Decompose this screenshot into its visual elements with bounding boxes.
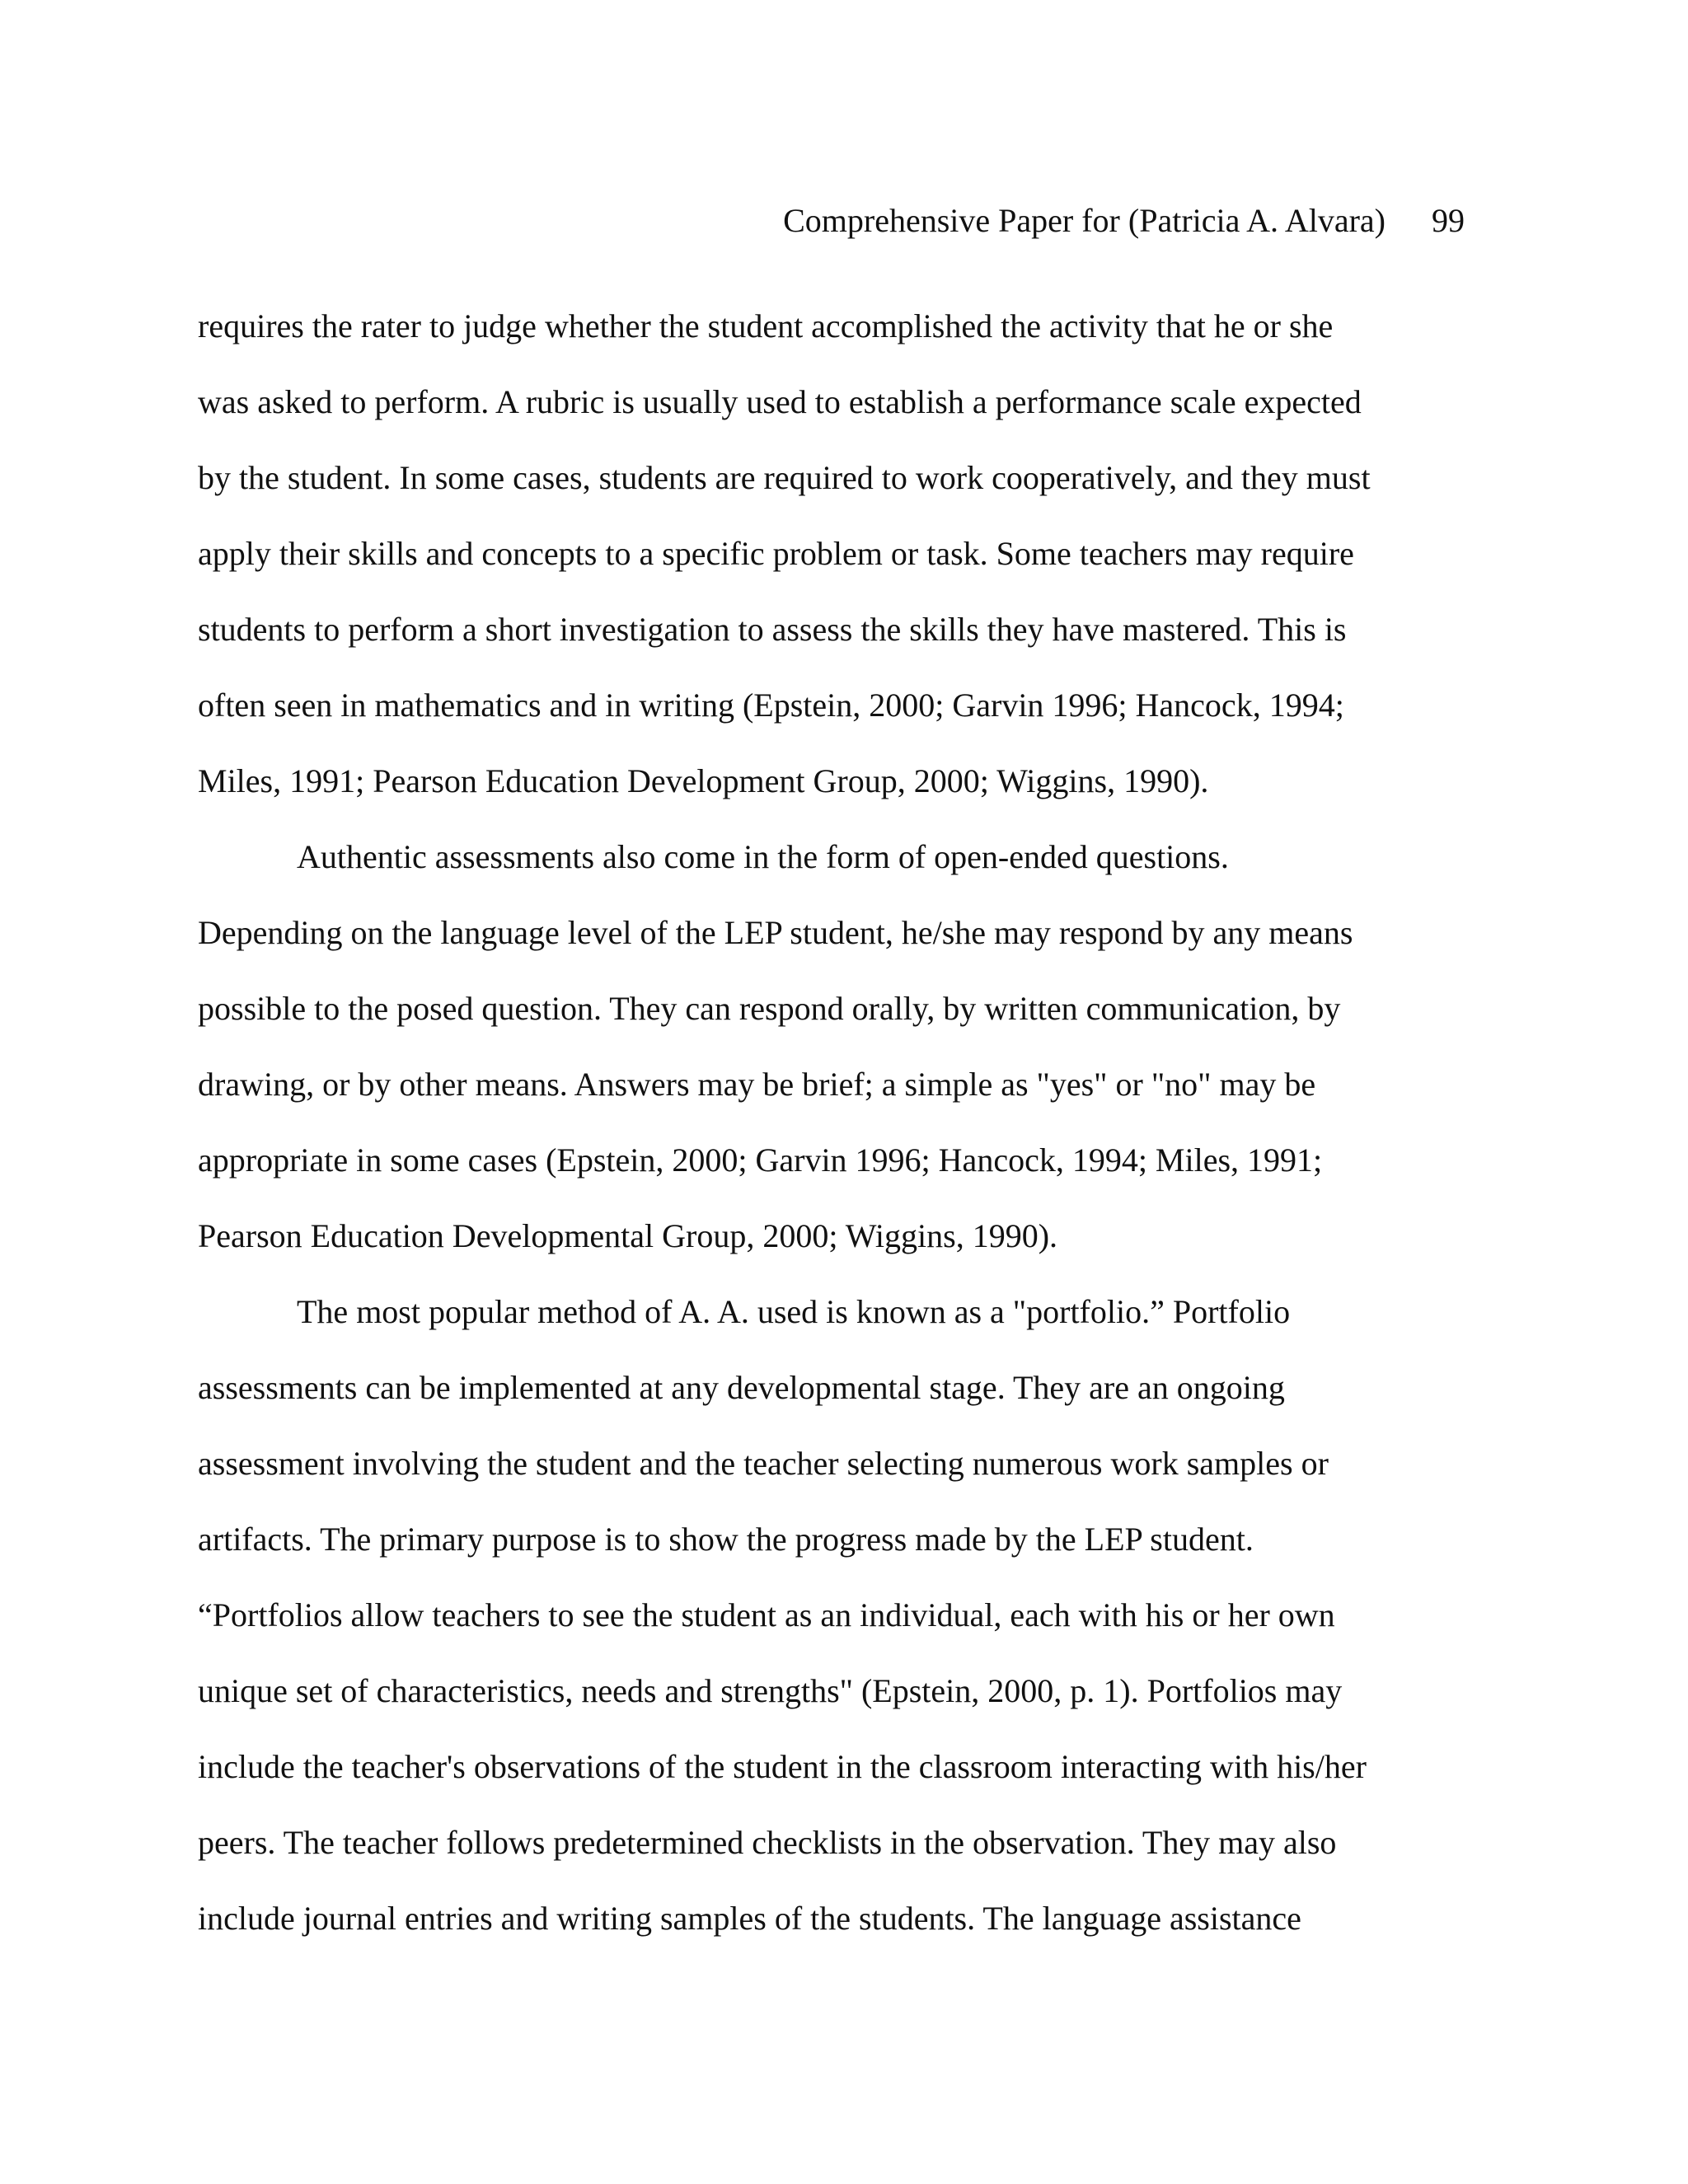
text-line: students to perform a short investigation to assess the skills they have mastered. This is xyxy=(198,611,1347,648)
text-line: assessments can be implemented at any developmental stage. They are an ongoing xyxy=(198,1369,1285,1406)
text-line: often seen in mathematics and in writing (Epstein, 2000; Garvin 1996; Hancock, 1994; xyxy=(198,687,1344,724)
text-line: include journal entries and writing samples of the students. The language assistance xyxy=(198,1900,1301,1937)
text-line: drawing, or by other means. Answers may be brief; a simple as "yes" or "no" may be xyxy=(198,1066,1316,1103)
paragraph-first-line: Authentic assessments also come in the form of open-ended questions. xyxy=(297,838,1229,875)
text-line: appropriate in some cases (Epstein, 2000; Garvin 1996; Hancock, 1994; Miles, 1991; xyxy=(198,1141,1323,1179)
text-line: possible to the posed question. They can respond orally, by written communication, by xyxy=(198,990,1341,1027)
text-line: assessment involving the student and the teacher selecting numerous work samples or xyxy=(198,1445,1329,1482)
text-line: “Portfolios allow teachers to see the student as an individual, each with his or her own xyxy=(198,1596,1335,1633)
running-head-title: Comprehensive Paper for (Patricia A. Alvara) xyxy=(783,202,1386,239)
body-text xyxy=(198,288,1401,1957)
page-number: 99 xyxy=(1432,202,1465,239)
text-line: by the student. In some cases, students are required to work cooperatively, and they must xyxy=(198,459,1371,496)
text-line: requires the rater to judge whether the student accomplished the activity that he or she xyxy=(198,307,1334,344)
text-line: unique set of characteristics, needs and strengths" (Epstein, 2000, p. 1). Portfolios may xyxy=(198,1672,1343,1709)
text-line: Pearson Education Developmental Group, 2000; Wiggins, 1990). xyxy=(198,1217,1058,1254)
running-header xyxy=(198,196,1517,246)
text-line: include the teacher's observations of the student in the classroom interacting with his/her xyxy=(198,1748,1367,1785)
text-line: peers. The teacher follows predetermined checklists in the observation. They may also xyxy=(198,1824,1337,1861)
text-line: Miles, 1991; Pearson Education Development Group, 2000; Wiggins, 1990). xyxy=(198,762,1209,799)
text-line: apply their skills and concepts to a specific problem or task. Some teachers may require xyxy=(198,535,1354,572)
text-line: Depending on the language level of the LEP student, he/she may respond by any means xyxy=(198,914,1353,951)
text-line: artifacts. The primary purpose is to show the progress made by the LEP student. xyxy=(198,1521,1254,1558)
paragraph-first-line: The most popular method of A. A. used is known as a "portfolio.” Portfolio xyxy=(297,1293,1291,1330)
text-line: was asked to perform. A rubric is usually used to establish a performance scale expected xyxy=(198,383,1362,420)
